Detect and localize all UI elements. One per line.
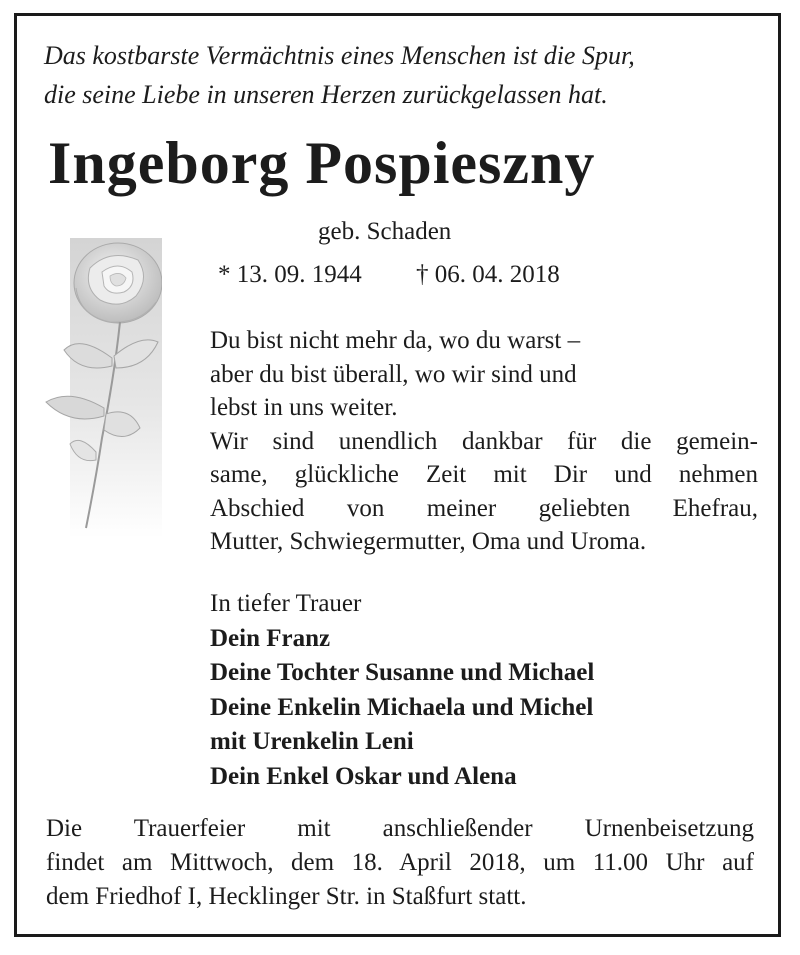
mourner-name: mit Urenkelin Leni — [210, 728, 414, 755]
mourner-name: Dein Franz — [210, 624, 331, 652]
mourner-name: Deine Tochter Susanne und Michael — [210, 659, 595, 686]
poem-line: same, glückliche Zeit mit Dir und nehmen — [210, 461, 758, 488]
poem-line: Wir sind unendlich dankbar für die gemein- — [210, 427, 758, 455]
quote-line-1: Das kostbarste Vermächtnis eines Menschen ist die Spur, — [44, 41, 635, 70]
funeral-line-1: Die Trauerfeier mit anschließender Urnenbeisetzung — [46, 815, 754, 842]
poem-line: lebst in uns weiter. — [210, 394, 398, 421]
mourners-list — [210, 587, 770, 794]
rose-icon — [40, 238, 162, 538]
poem-line: aber du bist überall, wo wir sind und — [210, 360, 577, 388]
poem-line: Du bist nicht mehr da, wo du warst – — [210, 327, 581, 354]
funeral-line-3: dem Friedhof I, Hecklinger Str. in Staßfurt statt. — [46, 883, 527, 910]
poem — [210, 324, 758, 559]
poem-line: Mutter, Schwiegermutter, Oma und Uroma. — [210, 528, 647, 555]
deceased-name: Ingeborg Pospieszny — [48, 130, 596, 196]
opening-quote — [44, 36, 764, 114]
mourning-intro: In tiefer Trauer — [210, 590, 362, 617]
funeral-notice — [46, 812, 754, 914]
mourner-name: Dein Enkel Oskar und Alena — [210, 762, 517, 790]
quote-line-2: die seine Liebe in unseren Herzen zurückgelassen hat. — [44, 80, 608, 109]
death-date: † 06. 04. 2018 — [416, 261, 560, 288]
poem-line: Abschied von meiner geliebten Ehefrau, — [210, 494, 758, 522]
maiden-name: geb. Schaden — [318, 218, 452, 245]
life-dates — [218, 258, 560, 292]
mourner-name: Deine Enkelin Michaela und Michel — [210, 693, 594, 721]
funeral-line-2: findet am Mittwoch, dem 18. April 2018, um 11.00 Uhr auf — [46, 849, 754, 876]
birth-date: * 13. 09. 1944 — [218, 261, 362, 288]
